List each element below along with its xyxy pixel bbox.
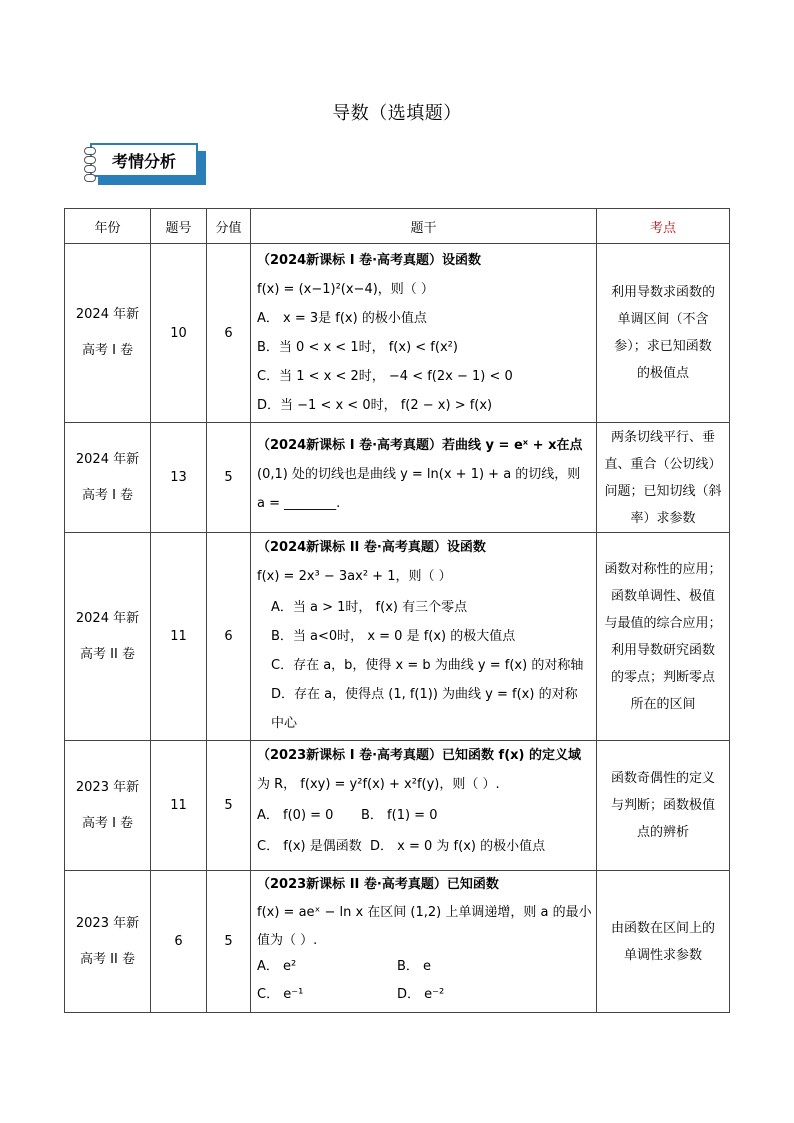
keypoint-line: 函数奇偶性的定义 <box>610 771 715 786</box>
year-line: 高考 I 卷 <box>81 487 134 503</box>
options-cd-line <box>257 830 591 864</box>
question-line: f(x) = (x−1)²(x−4)，则（ ） <box>257 282 434 297</box>
header-question: 题干 <box>251 209 597 244</box>
number-cell: 13 <box>151 423 207 533</box>
keypoint-line: 的零点；判断零点 <box>610 669 715 685</box>
score-cell: 6 <box>207 533 251 741</box>
keypoint-line: 单调区间（不含 <box>617 312 709 327</box>
notebook-spiral-icon <box>84 147 96 175</box>
options-ab-line <box>257 801 591 830</box>
option-b: B． e <box>397 959 432 974</box>
keypoint-line: 与最值的综合应用； <box>604 615 722 631</box>
score-cell: 5 <box>207 423 251 533</box>
option-a: A． f(0) = 0 <box>257 808 334 823</box>
option-a: A． e² <box>257 959 297 974</box>
table-row <box>65 741 730 871</box>
keypoint-line: 单调性求参数 <box>623 947 702 963</box>
keypoints-cell <box>597 533 730 741</box>
keypoints-cell <box>597 741 730 871</box>
options-ab-line <box>257 953 591 981</box>
keypoint-line: 函数对称性的应用； <box>604 561 722 577</box>
keypoint-line: 与判断；函数极值 <box>610 798 715 813</box>
option-d: D．当 −1 < x < 0时， f(2 − x) > f(x) <box>257 398 493 413</box>
table-row <box>65 533 730 741</box>
keypoint-line: 率）求参数 <box>630 510 696 526</box>
option-c: C． f(x) 是偶函数 <box>257 839 362 854</box>
year-cell <box>65 741 151 871</box>
number-cell: 11 <box>151 741 207 871</box>
year-cell <box>65 423 151 533</box>
header-number: 题号 <box>151 209 207 244</box>
table-row <box>65 244 730 423</box>
option-d-cont: 中心 <box>271 716 298 731</box>
question-cell <box>251 533 597 741</box>
option-c: C．当 1 < x < 2时， −4 < f(2x − 1) < 0 <box>257 369 513 384</box>
option-d: D． e⁻² <box>397 987 445 1002</box>
question-line: f(x) = aeˣ − ln x 在区间 (1,2) 上单调递增，则 a 的最小 <box>257 905 592 920</box>
question-line: 为 R， f(xy) = y²f(x) + x²f(y)，则（ ）. <box>257 777 500 792</box>
header-score: 分值 <box>207 209 251 244</box>
header-keypoints: 考点 <box>597 209 730 244</box>
table-row <box>65 871 730 1013</box>
keypoint-line: 的极值点 <box>636 366 689 381</box>
option-b: B． f(1) = 0 <box>361 808 438 823</box>
year-cell <box>65 871 151 1013</box>
option-b: B．当 a<0时， x = 0 是 f(x) 的极大值点 <box>271 629 516 644</box>
question-cell <box>251 423 597 533</box>
year-line: 2024 年新 <box>75 307 140 322</box>
year-line: 2023 年新 <box>75 779 140 795</box>
score-cell: 5 <box>207 741 251 871</box>
question-line: （2024新课标 II 卷·高考真题）设函数 <box>257 540 486 555</box>
option-d: D． x = 0 为 f(x) 的极小值点 <box>370 839 546 854</box>
question-cell <box>251 741 597 871</box>
section-label-text: 考情分析 <box>111 151 176 171</box>
number-cell: 11 <box>151 533 207 741</box>
section-badge <box>90 143 208 187</box>
option-d: D．存在 a，使得点 (1, f(1)) 为曲线 y = f(x) 的对称 <box>271 687 578 702</box>
score-cell: 6 <box>207 244 251 423</box>
option-a: A．当 a > 1时， f(x) 有三个零点 <box>271 600 468 615</box>
question-cell <box>251 244 597 423</box>
keypoint-line: 利用导数研究函数 <box>610 642 715 658</box>
year-line: 高考 I 卷 <box>81 343 134 358</box>
table-row <box>65 423 730 533</box>
question-line: （2024新课标 I 卷·高考真题）若曲线 y = eˣ + x在点 <box>257 438 583 453</box>
keypoints-cell <box>597 871 730 1013</box>
keypoint-line: 参）；求已知函数 <box>614 339 712 354</box>
option-b: B．当 0 < x < 1时， f(x) < f(x²) <box>257 340 458 355</box>
year-line: 2023 年新 <box>75 915 140 931</box>
year-line: 高考 II 卷 <box>80 646 135 662</box>
question-line: （2023新课标 II 卷·高考真题）已知函数 <box>257 877 499 892</box>
number-cell: 10 <box>151 244 207 423</box>
section-label <box>90 143 198 177</box>
year-cell <box>65 244 151 423</box>
options-cd-line <box>257 981 591 1009</box>
year-cell <box>65 533 151 741</box>
question-line: a = ________. <box>257 496 341 511</box>
keypoint-line: 函数单调性、极值 <box>610 588 715 604</box>
option-c: C． e⁻¹ <box>257 987 304 1002</box>
keypoint-line: 由函数在区间上的 <box>610 920 715 936</box>
keypoint-line: 所在的区间 <box>630 696 696 712</box>
score-cell: 5 <box>207 871 251 1013</box>
page-title: 导数（选填题） <box>332 103 462 124</box>
question-line: (0,1) 处的切线也是曲线 y = ln(x + 1) + a 的切线，则 <box>257 467 581 482</box>
exam-analysis-table <box>64 208 730 1013</box>
keypoint-line: 利用导数求函数的 <box>610 285 715 300</box>
keypoint-line: 直、重合（公切线） <box>604 456 722 472</box>
question-line: f(x) = 2x³ − 3ax² + 1，则（ ） <box>257 569 452 584</box>
question-line: （2024新课标 I 卷·高考真题）设函数 <box>257 253 482 268</box>
table-header-row <box>65 209 730 244</box>
keypoints-cell <box>597 244 730 423</box>
option-c: C．存在 a，b，使得 x = b 为曲线 y = f(x) 的对称轴 <box>271 658 584 673</box>
question-cell <box>251 871 597 1013</box>
keypoint-line: 问题；已知切线（斜 <box>604 483 722 499</box>
header-year: 年份 <box>65 209 151 244</box>
keypoint-line: 点的辨析 <box>636 825 689 840</box>
year-line: 高考 I 卷 <box>81 815 134 831</box>
option-a: A． x = 3是 f(x) 的极小值点 <box>257 311 427 326</box>
number-cell: 6 <box>151 871 207 1013</box>
question-line: 值为（ ）. <box>257 933 318 948</box>
keypoint-line: 两条切线平行、垂 <box>610 429 715 445</box>
year-line: 2024 年新 <box>75 451 140 467</box>
keypoints-cell <box>597 423 730 533</box>
year-line: 高考 II 卷 <box>80 951 135 967</box>
year-line: 2024 年新 <box>75 610 140 626</box>
question-line: （2023新课标 I 卷·高考真题）已知函数 f(x) 的定义域 <box>257 748 581 763</box>
